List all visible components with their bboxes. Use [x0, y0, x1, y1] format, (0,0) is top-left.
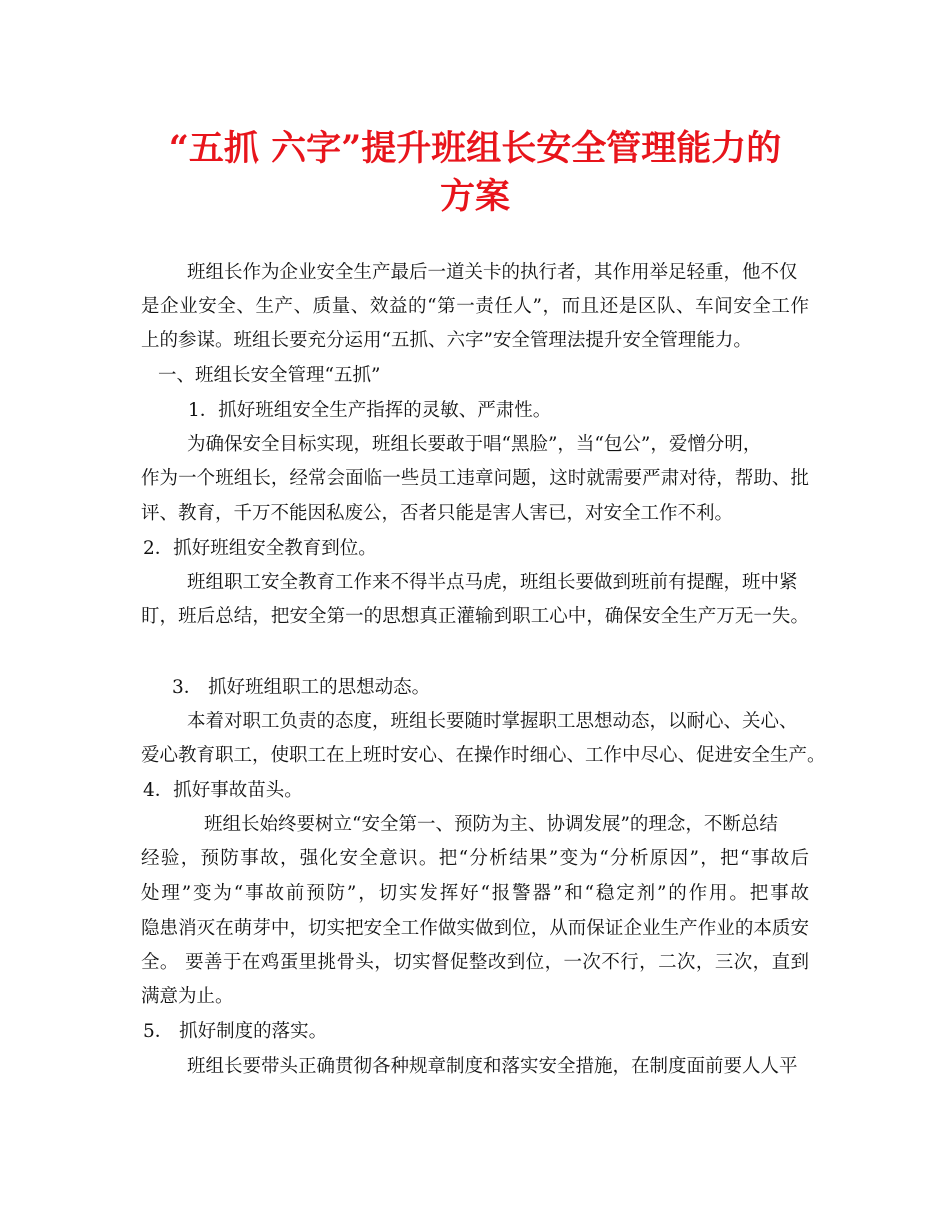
item-heading: 2．抓好班组安全教育到位。: [143, 538, 377, 559]
document-title-line-2: 方案: [439, 176, 510, 217]
paragraph-line: 评、教育，千万不能因私废公，否者只能是害人害已，对安全工作不利。: [141, 503, 734, 524]
section-heading: 一、班组长安全管理“五抓”: [158, 365, 381, 386]
item-heading: 4．抓好事故苗头。: [143, 780, 303, 801]
paragraph-line: 爱心教育职工，使职工在上班时安心、在操作时细心、工作中尽心、促进安全生产。: [141, 745, 826, 766]
paragraph-line: 满意为止。: [141, 986, 234, 1007]
paragraph-line: 作为一个班组长，经常会面临一些员工违章问题，这时就需要严肃对待，帮助、批: [141, 468, 809, 489]
paragraph-line: 班组长作为企业安全生产最后一道关卡的执行者，其作用举足轻重，他不仅: [187, 262, 798, 283]
paragraph-line: 经验，预防事故，强化安全意识。把“分析结果”变为“分析原因”，把“事故后: [141, 848, 809, 869]
paragraph-line: 班组长始终要树立“安全第一、预防为主、协调发展”的理念，不断总结: [204, 814, 778, 835]
paragraph-line: 隐患消灭在萌芽中，切实把安全工作做实做到位，从而保证企业生产作业的本质安: [141, 918, 809, 939]
item-heading: 1．抓好班组安全生产指挥的灵敏、严肃性。: [188, 400, 552, 421]
paragraph-line: 班组职工安全教育工作来不得半点马虎，班组长要做到班前有提醒，班中紧: [187, 572, 798, 593]
paragraph-line: 上的参谋。班组长要充分运用“五抓、六字”安全管理法提升安全管理能力。: [141, 330, 752, 351]
item-heading: 3． 抓好班组职工的思想动态。: [172, 677, 431, 698]
paragraph-line: 处理”变为“事故前预防”，切实发挥好“报警器”和“稳定剂”的作用。把事故: [141, 883, 809, 904]
paragraph-line: 盯，班后总结，把安全第一的思想真正灌输到职工心中，确保安全生产万无一失。: [141, 606, 809, 627]
paragraph-line: 本着对职工负责的态度，班组长要随时掌握职工思想动态，以耐心、关心、: [187, 711, 798, 732]
paragraph-line: 全。 要善于在鸡蛋里挑骨头，切实督促整改到位，一次不行，二次，三次，直到: [141, 952, 809, 973]
item-heading: 5． 抓好制度的落实。: [143, 1021, 328, 1042]
paragraph-line: 是企业安全、生产、质量、效益的“第一责任人”，而且还是区队、车间安全工作: [141, 296, 809, 317]
document-title-line-1: “五抓 六字”提升班组长安全管理能力的: [168, 128, 782, 169]
paragraph-line: 为确保安全目标实现，班组长要敢于唱“黑脸”，当“包公”，爱憎分明，: [187, 434, 762, 455]
paragraph-line: 班组长要带头正确贯彻各种规章制度和落实安全措施，在制度面前要人人平: [187, 1056, 798, 1077]
